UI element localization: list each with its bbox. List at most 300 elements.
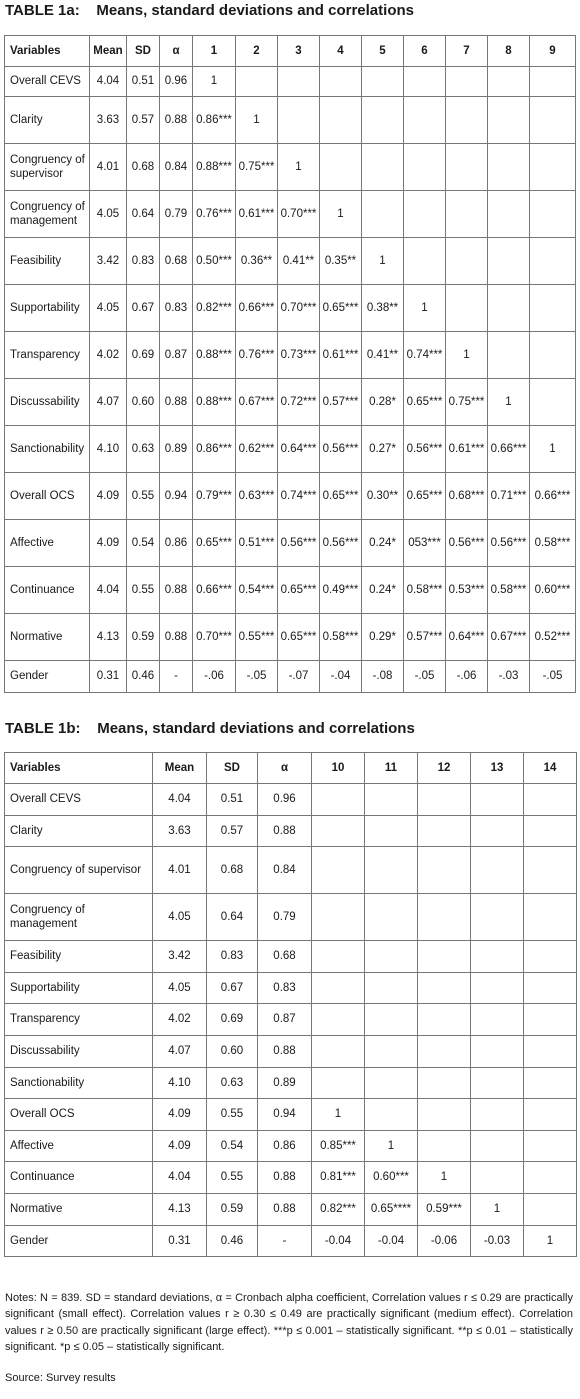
variable-label: Clarity (5, 97, 90, 144)
table-row (5, 520, 576, 567)
correlation-cell (365, 1004, 418, 1036)
correlation-cell (320, 97, 362, 144)
correlation-cell (365, 941, 418, 973)
correlation-cell (365, 847, 418, 894)
correlation-cell: 0.56*** (404, 426, 446, 473)
stat-cell: 0.96 (258, 784, 312, 816)
correlation-cell: 0.56*** (320, 520, 362, 567)
stat-cell: 4.04 (90, 67, 127, 97)
column-header: 9 (530, 36, 576, 67)
correlation-cell: 0.30** (362, 473, 404, 520)
correlation-cell (404, 191, 446, 238)
correlation-cell: 0.82*** (312, 1193, 365, 1225)
correlation-cell: 0.28* (362, 379, 404, 426)
correlation-cell: -0.03 (471, 1225, 524, 1257)
correlation-cell: 0.70*** (278, 285, 320, 332)
stat-cell: 0.88 (160, 97, 193, 144)
table-row (5, 815, 577, 847)
correlation-cell: 0.56*** (446, 520, 488, 567)
correlation-cell: 0.61*** (320, 332, 362, 379)
stat-cell: 0.84 (160, 144, 193, 191)
correlation-cell: 0.65*** (320, 473, 362, 520)
correlation-cell (362, 67, 404, 97)
correlation-cell: 0.82*** (193, 285, 236, 332)
correlation-cell (524, 972, 577, 1004)
column-header: Variables (5, 36, 90, 67)
stat-cell: 3.63 (90, 97, 127, 144)
correlation-cell: 0.56*** (278, 520, 320, 567)
table-1a (4, 35, 576, 693)
stat-cell: 0.69 (207, 1004, 258, 1036)
table-row (5, 567, 576, 614)
table-notes: Notes: N = 839. SD = standard deviations, α = Cronbach alpha coefficient, Correlation values r ≤ 0.29 are practically significant (small effect). Correlation values r ≥ 0.30 ≤ 0.49 are practically significant (medium effect). Correlation values r ≥ 0.50 are practically significant (large effect). ***p ≤ 0.001 – statistically significant. **p ≤ 0.01 – statistically significant. *p ≤ 0.05 – statistically significant. (5, 1292, 573, 1354)
table-row (5, 379, 576, 426)
stat-cell: 0.51 (127, 67, 160, 97)
stat-cell: 0.88 (160, 379, 193, 426)
correlation-cell (471, 1035, 524, 1067)
correlation-cell (418, 784, 471, 816)
table-row (5, 894, 577, 941)
correlation-cell (365, 972, 418, 1004)
stat-cell: 0.86 (160, 520, 193, 567)
stat-cell: 4.05 (153, 972, 207, 1004)
correlation-cell: 0.60*** (365, 1162, 418, 1194)
column-header: α (258, 753, 312, 784)
column-header: 12 (418, 753, 471, 784)
correlation-cell: 0.56*** (488, 520, 530, 567)
variable-label: Congruency of management (5, 894, 153, 941)
correlation-cell: 1 (404, 285, 446, 332)
correlation-cell (418, 1130, 471, 1162)
column-header: 13 (471, 753, 524, 784)
stat-cell: 0.57 (207, 815, 258, 847)
correlation-cell (365, 1067, 418, 1099)
correlation-cell (320, 144, 362, 191)
correlation-cell (524, 1099, 577, 1131)
correlation-cell (312, 1004, 365, 1036)
stat-cell: 0.79 (160, 191, 193, 238)
correlation-cell: 0.64*** (446, 614, 488, 661)
stat-cell: 0.68 (160, 238, 193, 285)
correlation-cell (524, 1193, 577, 1225)
correlation-cell: 0.66*** (236, 285, 278, 332)
correlation-cell (312, 941, 365, 973)
variable-label: Feasibility (5, 238, 90, 285)
stat-cell: 0.87 (160, 332, 193, 379)
stat-cell: 4.09 (90, 520, 127, 567)
stat-cell: 4.09 (153, 1130, 207, 1162)
table-1b (4, 752, 577, 1257)
correlation-cell: -.05 (236, 661, 278, 693)
correlation-cell: 0.70*** (193, 614, 236, 661)
stat-cell: - (160, 661, 193, 693)
table-row (5, 97, 576, 144)
correlation-cell (446, 97, 488, 144)
stat-cell: 4.09 (90, 473, 127, 520)
correlation-cell: 0.66*** (530, 473, 576, 520)
stat-cell: 4.04 (153, 784, 207, 816)
correlation-cell: 0.58*** (404, 567, 446, 614)
table-row (5, 1225, 577, 1257)
correlation-cell: 0.75*** (446, 379, 488, 426)
correlation-cell (446, 67, 488, 97)
stat-cell: 4.04 (90, 567, 127, 614)
column-header: 3 (278, 36, 320, 67)
correlation-cell (471, 1162, 524, 1194)
correlation-cell: 0.88*** (193, 144, 236, 191)
correlation-cell: 0.51*** (236, 520, 278, 567)
correlation-cell: 0.65**** (365, 1193, 418, 1225)
correlation-cell: 0.58*** (530, 520, 576, 567)
correlation-cell: 0.85*** (312, 1130, 365, 1162)
correlation-cell (530, 144, 576, 191)
correlation-cell: -0.06 (418, 1225, 471, 1257)
correlation-cell: 0.74*** (278, 473, 320, 520)
table-row (5, 473, 576, 520)
correlation-cell: 0.53*** (446, 567, 488, 614)
correlation-cell (418, 1099, 471, 1131)
correlation-cell: 0.61*** (236, 191, 278, 238)
correlation-cell (404, 67, 446, 97)
stat-cell: 0.68 (207, 847, 258, 894)
correlation-cell: 0.50*** (193, 238, 236, 285)
correlation-cell: 0.65*** (278, 614, 320, 661)
table-row (5, 941, 577, 973)
variable-label: Overall OCS (5, 1099, 153, 1131)
variable-label: Affective (5, 520, 90, 567)
variable-label: Normative (5, 614, 90, 661)
correlation-cell: 0.65*** (404, 379, 446, 426)
correlation-cell (418, 1004, 471, 1036)
correlation-cell (312, 1067, 365, 1099)
correlation-cell (488, 97, 530, 144)
stat-cell: 0.87 (258, 1004, 312, 1036)
correlation-cell: 1 (446, 332, 488, 379)
correlation-cell (365, 894, 418, 941)
stat-cell: 0.94 (258, 1099, 312, 1131)
column-header: SD (127, 36, 160, 67)
stat-cell: 0.57 (127, 97, 160, 144)
stat-cell: 0.54 (207, 1130, 258, 1162)
correlation-cell: -.08 (362, 661, 404, 693)
stat-cell: 0.59 (127, 614, 160, 661)
stat-cell: 4.09 (153, 1099, 207, 1131)
correlation-cell: 0.65*** (193, 520, 236, 567)
column-header: 2 (236, 36, 278, 67)
table-row (5, 238, 576, 285)
variable-label: Supportability (5, 285, 90, 332)
correlation-cell (365, 784, 418, 816)
correlation-cell (471, 941, 524, 973)
correlation-cell (530, 285, 576, 332)
stat-cell: 0.88 (258, 1035, 312, 1067)
column-header: 8 (488, 36, 530, 67)
correlation-cell: -.03 (488, 661, 530, 693)
correlation-cell: 0.24* (362, 520, 404, 567)
table-1b-title: TABLE 1b: Means, standard deviations and correlations (5, 720, 415, 737)
table-row (5, 332, 576, 379)
correlation-cell: 0.81*** (312, 1162, 365, 1194)
stat-cell: 0.67 (207, 972, 258, 1004)
stat-cell: 3.63 (153, 815, 207, 847)
variable-label: Gender (5, 1225, 153, 1257)
stat-cell: 0.69 (127, 332, 160, 379)
table-row (5, 1130, 577, 1162)
correlation-cell: 0.68*** (446, 473, 488, 520)
stat-cell: 4.05 (90, 191, 127, 238)
correlation-cell: 0.57*** (404, 614, 446, 661)
stat-cell: 0.63 (127, 426, 160, 473)
variable-label: Continuance (5, 567, 90, 614)
column-header: 6 (404, 36, 446, 67)
correlation-cell (471, 1004, 524, 1036)
stat-cell: 0.31 (153, 1225, 207, 1257)
variable-label: Continuance (5, 1162, 153, 1194)
variable-label: Feasibility (5, 941, 153, 973)
correlation-cell (446, 285, 488, 332)
correlation-cell: 0.88*** (193, 379, 236, 426)
column-header: SD (207, 753, 258, 784)
stat-cell: 0.55 (207, 1162, 258, 1194)
stat-cell: 0.55 (207, 1099, 258, 1131)
stat-cell: 4.10 (90, 426, 127, 473)
correlation-cell (524, 1067, 577, 1099)
correlation-cell (471, 894, 524, 941)
correlation-cell (362, 97, 404, 144)
correlation-cell: -.04 (320, 661, 362, 693)
stat-cell: 0.54 (127, 520, 160, 567)
correlation-cell: 0.71*** (488, 473, 530, 520)
correlation-cell: 0.79*** (193, 473, 236, 520)
correlation-cell (404, 144, 446, 191)
table-row (5, 1067, 577, 1099)
variable-label: Overall OCS (5, 473, 90, 520)
column-header: 5 (362, 36, 404, 67)
variable-label: Congruency of management (5, 191, 90, 238)
variable-label: Overall CEVS (5, 67, 90, 97)
stat-cell: 0.68 (258, 941, 312, 973)
column-header: 1 (193, 36, 236, 67)
correlation-cell: 1 (471, 1193, 524, 1225)
correlation-cell (524, 815, 577, 847)
correlation-cell: 1 (312, 1099, 365, 1131)
correlation-cell: -.07 (278, 661, 320, 693)
correlation-cell: 0.65*** (320, 285, 362, 332)
correlation-cell (524, 1004, 577, 1036)
correlation-cell: 0.70*** (278, 191, 320, 238)
correlation-cell (471, 1130, 524, 1162)
correlation-cell: 1 (278, 144, 320, 191)
correlation-cell (530, 67, 576, 97)
correlation-cell: 0.58*** (320, 614, 362, 661)
correlation-cell: 0.36** (236, 238, 278, 285)
correlation-cell (312, 815, 365, 847)
column-header: Mean (153, 753, 207, 784)
stat-cell: 4.05 (90, 285, 127, 332)
table-row (5, 144, 576, 191)
correlation-cell: 0.60*** (530, 567, 576, 614)
correlation-cell: 0.65*** (278, 567, 320, 614)
correlation-cell: 1 (524, 1225, 577, 1257)
correlation-cell (312, 972, 365, 1004)
variable-label: Discussability (5, 1035, 153, 1067)
variable-label: Gender (5, 661, 90, 693)
stat-cell: 4.13 (153, 1193, 207, 1225)
correlation-cell (524, 941, 577, 973)
variable-label: Affective (5, 1130, 153, 1162)
correlation-cell: 0.67*** (236, 379, 278, 426)
column-header: 4 (320, 36, 362, 67)
table-row (5, 1035, 577, 1067)
correlation-cell: 0.52*** (530, 614, 576, 661)
correlation-cell: 0.58*** (488, 567, 530, 614)
stat-cell: 0.67 (127, 285, 160, 332)
stat-cell: 0.68 (127, 144, 160, 191)
correlation-cell (446, 238, 488, 285)
correlation-cell: -.06 (446, 661, 488, 693)
correlation-cell: 053*** (404, 520, 446, 567)
stat-cell: 3.42 (90, 238, 127, 285)
correlation-cell (312, 847, 365, 894)
table-row (5, 784, 577, 816)
stat-cell: 0.88 (258, 1193, 312, 1225)
correlation-cell (418, 972, 471, 1004)
stat-cell: 4.05 (153, 894, 207, 941)
column-header: Mean (90, 36, 127, 67)
stat-cell: 0.94 (160, 473, 193, 520)
correlation-cell (320, 67, 362, 97)
stat-cell: 0.88 (160, 614, 193, 661)
correlation-cell (524, 784, 577, 816)
correlation-cell (278, 97, 320, 144)
correlation-cell (312, 894, 365, 941)
variable-label: Discussability (5, 379, 90, 426)
stat-cell: 0.64 (127, 191, 160, 238)
table-1a-title: TABLE 1a: Means, standard deviations and correlations (5, 2, 414, 19)
correlation-cell (404, 97, 446, 144)
correlation-cell: 0.86*** (193, 426, 236, 473)
correlation-cell: 0.24* (362, 567, 404, 614)
correlation-cell: 0.76*** (193, 191, 236, 238)
correlation-cell (365, 1099, 418, 1131)
table-row (5, 614, 576, 661)
variable-label: Sanctionability (5, 426, 90, 473)
column-header: 11 (365, 753, 418, 784)
variable-label: Supportability (5, 972, 153, 1004)
correlation-cell: 1 (362, 238, 404, 285)
correlation-cell: -0.04 (365, 1225, 418, 1257)
correlation-cell: 0.41** (362, 332, 404, 379)
stat-cell: 0.96 (160, 67, 193, 97)
column-header: 7 (446, 36, 488, 67)
stat-cell: 0.60 (127, 379, 160, 426)
table-row (5, 661, 576, 693)
correlation-cell (236, 67, 278, 97)
correlation-cell (530, 379, 576, 426)
correlation-cell (471, 784, 524, 816)
correlation-cell (312, 1035, 365, 1067)
correlation-cell (362, 144, 404, 191)
correlation-cell (418, 847, 471, 894)
correlation-cell (418, 815, 471, 847)
stat-cell: - (258, 1225, 312, 1257)
variable-label: Congruency of supervisor (5, 847, 153, 894)
correlation-cell: 0.29* (362, 614, 404, 661)
correlation-cell: 0.55*** (236, 614, 278, 661)
correlation-cell: 1 (365, 1130, 418, 1162)
correlation-cell (418, 941, 471, 973)
stat-cell: 0.89 (258, 1067, 312, 1099)
variable-label: Overall CEVS (5, 784, 153, 816)
correlation-cell: 0.63*** (236, 473, 278, 520)
column-header: α (160, 36, 193, 67)
correlation-cell (488, 238, 530, 285)
correlation-cell: 1 (193, 67, 236, 97)
correlation-cell: 1 (488, 379, 530, 426)
stat-cell: 0.55 (127, 473, 160, 520)
correlation-cell: 1 (320, 191, 362, 238)
variable-label: Transparency (5, 332, 90, 379)
correlation-cell: 0.54*** (236, 567, 278, 614)
correlation-cell: 0.72*** (278, 379, 320, 426)
correlation-cell (446, 191, 488, 238)
stat-cell: 0.64 (207, 894, 258, 941)
correlation-cell (471, 815, 524, 847)
stat-cell: 4.07 (153, 1035, 207, 1067)
correlation-cell: 1 (530, 426, 576, 473)
stat-cell: 0.46 (127, 661, 160, 693)
table-row (5, 1162, 577, 1194)
correlation-cell (488, 144, 530, 191)
stat-cell: 0.88 (258, 815, 312, 847)
correlation-cell: 0.74*** (404, 332, 446, 379)
stat-cell: 4.10 (153, 1067, 207, 1099)
correlation-cell: 0.88*** (193, 332, 236, 379)
correlation-cell (530, 97, 576, 144)
correlation-cell (524, 1035, 577, 1067)
correlation-cell (524, 894, 577, 941)
stat-cell: 0.86 (258, 1130, 312, 1162)
table-row (5, 1004, 577, 1036)
stat-cell: 4.01 (90, 144, 127, 191)
correlation-cell (488, 285, 530, 332)
correlation-cell (530, 191, 576, 238)
correlation-cell (418, 1067, 471, 1099)
column-header: 10 (312, 753, 365, 784)
correlation-cell: 0.61*** (446, 426, 488, 473)
stat-cell: 0.84 (258, 847, 312, 894)
correlation-cell (524, 1162, 577, 1194)
column-header: 14 (524, 753, 577, 784)
column-header: Variables (5, 753, 153, 784)
correlation-cell: 0.59*** (418, 1193, 471, 1225)
correlation-cell (524, 1130, 577, 1162)
correlation-cell: 0.86*** (193, 97, 236, 144)
correlation-cell (488, 67, 530, 97)
stat-cell: 4.02 (153, 1004, 207, 1036)
correlation-cell (312, 784, 365, 816)
correlation-cell: 0.76*** (236, 332, 278, 379)
stat-cell: 0.88 (258, 1162, 312, 1194)
table-row (5, 426, 576, 473)
stat-cell: 4.02 (90, 332, 127, 379)
correlation-cell: 0.66*** (193, 567, 236, 614)
stat-cell: 0.46 (207, 1225, 258, 1257)
stat-cell: 0.31 (90, 661, 127, 693)
table-row (5, 191, 576, 238)
stat-cell: 4.07 (90, 379, 127, 426)
variable-label: Normative (5, 1193, 153, 1225)
